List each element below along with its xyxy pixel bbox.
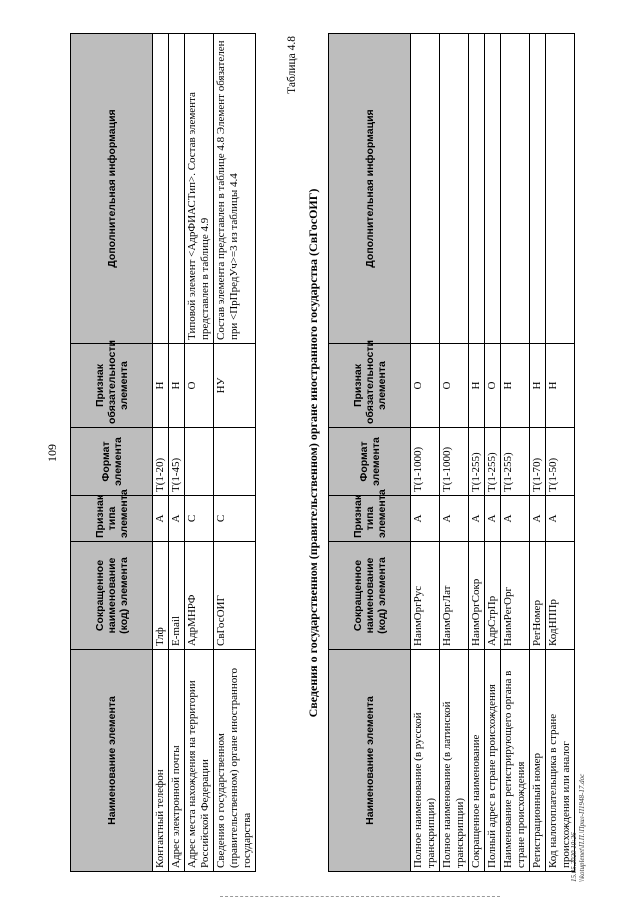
header-cell: Сокращенное наименование (код) элемента (329, 541, 411, 649)
cell-name: Адрес места нахождения на территории Российской Федерации (185, 649, 214, 871)
table-header-row (71, 33, 153, 871)
cell-name: Наименование регистрирующего органа в стране происхождения (501, 649, 530, 871)
cell-required: О (485, 343, 501, 427)
cell-required: Н (153, 343, 169, 427)
cell-info (546, 33, 575, 343)
header-cell: Признак обязательности элемента (329, 343, 411, 427)
table-caption: Сведения о государственном (правительственном) органе иностранного государства (СвГосОИГ) (306, 188, 320, 717)
cell-required: Н (469, 343, 485, 427)
cell-type: С (185, 495, 214, 541)
cell-info (501, 33, 530, 343)
cell-name: Код налогоплательщика в стране происхождения или аналог (546, 649, 575, 871)
cell-required: Н (169, 343, 185, 427)
cell-name: Адрес электронной почты (169, 649, 185, 871)
table-row (214, 33, 256, 871)
page-number: 109 (45, 443, 59, 462)
cell-format: Т(1-70) (530, 427, 546, 495)
table-label: Таблица 4.8 (286, 35, 298, 94)
header-cell: Сокращенное наименование (код) элемента (71, 541, 153, 649)
cell-required: О (440, 343, 469, 427)
cell-info (169, 33, 185, 343)
table-row (169, 33, 185, 871)
cell-required: Н (501, 343, 530, 427)
table-row (153, 33, 169, 871)
header-cell: Формат элемента (71, 427, 153, 495)
cell-type: А (501, 495, 530, 541)
cell-format: Т(1-255) (469, 427, 485, 495)
cell-format: Т(1-1000) (411, 427, 440, 495)
cell-required: Н (530, 343, 546, 427)
cell-format: Т(1-45) (169, 427, 185, 495)
cell-name: Полное наименование (в русской транскрипции) (411, 649, 440, 871)
cell-code: НаимРегОрг (501, 541, 530, 649)
footer-filepath: \\kotuplenet\П.П.\Прил-П1948-17.doc (578, 773, 586, 882)
header-cell: Дополнительная информация (71, 33, 153, 343)
cell-code: НаимОргЛат (440, 541, 469, 649)
cell-code: НаимОргРус (411, 541, 440, 649)
cell-type: А (169, 495, 185, 541)
cell-name: Сведения о государственном (правительственном) органе иностранного государства (214, 649, 256, 871)
cell-info (411, 33, 440, 343)
header-cell: Признак типа элемента (71, 495, 153, 541)
cell-name: Контактный телефон (153, 649, 169, 871)
cell-info (153, 33, 169, 343)
cell-info (530, 33, 546, 343)
cell-type: А (469, 495, 485, 541)
table-row (185, 33, 214, 871)
header-cell: Формат элемента (329, 427, 411, 495)
cell-info: Состав элемента представлен в таблице 4.8 Элемент обязателен при <ПрПредУч>=3 из таблицы 4.4 (214, 33, 256, 343)
cell-type: А (153, 495, 169, 541)
cell-info: Типовой элемент <АдрФИАСТип>. Состав элемента представлен в таблице 4.9 (185, 33, 214, 343)
header-cell: Наименование элемента (71, 649, 153, 871)
table-row (411, 33, 440, 871)
cell-name: Регистрационный номер (530, 649, 546, 871)
cell-code: КодНППр (546, 541, 575, 649)
cell-required: О (411, 343, 440, 427)
cell-required: О (185, 343, 214, 427)
cell-code: E-mail (169, 541, 185, 649)
cell-name: Сокращенное наименование (469, 649, 485, 871)
cell-code: РегНомер (530, 541, 546, 649)
cell-type: С (214, 495, 256, 541)
cell-info (485, 33, 501, 343)
cell-code: Тлф (153, 541, 169, 649)
cell-code: НаимОргСокр (469, 541, 485, 649)
cell-name: Полное наименование (в латинской транскрипции) (440, 649, 469, 871)
cell-type: А (440, 495, 469, 541)
state-organ-table (328, 33, 575, 872)
scan-artifact (220, 896, 500, 903)
table-row (440, 33, 469, 871)
cell-format (214, 427, 256, 495)
table-row (501, 33, 530, 871)
document-footer (570, 773, 586, 881)
cell-type: А (485, 495, 501, 541)
cell-format (185, 427, 214, 495)
cell-type: А (411, 495, 440, 541)
header-cell: Признак обязательности элемента (71, 343, 153, 427)
header-cell: Признак типа элемента (329, 495, 411, 541)
cell-name: Полный адрес в стране происхождения (485, 649, 501, 871)
cell-format: Т(1-255) (501, 427, 530, 495)
cell-code: АдрМНРФ (185, 541, 214, 649)
cell-info (440, 33, 469, 343)
cell-code: АдрСтрПр (485, 541, 501, 649)
elements-table-continued (70, 33, 256, 872)
cell-required: НУ (214, 343, 256, 427)
cell-format: Т(1-255) (485, 427, 501, 495)
cell-code: СвГосОИГ (214, 541, 256, 649)
table-row (546, 33, 575, 871)
header-cell: Наименование элемента (329, 649, 411, 871)
header-cell: Дополнительная информация (329, 33, 411, 343)
table-row (485, 33, 501, 871)
cell-format: Т(1-1000) (440, 427, 469, 495)
cell-type: А (530, 495, 546, 541)
table-header-row (329, 33, 411, 871)
cell-type: А (546, 495, 575, 541)
cell-format: Т(1-20) (153, 427, 169, 495)
table-row (469, 33, 485, 871)
table-row (530, 33, 546, 871)
cell-info (469, 33, 485, 343)
footer-timestamp: 15.05.2020 10:26 (570, 831, 578, 882)
rotated-content (40, 20, 600, 886)
cell-required: Н (546, 343, 575, 427)
cell-format: Т(1-50) (546, 427, 575, 495)
